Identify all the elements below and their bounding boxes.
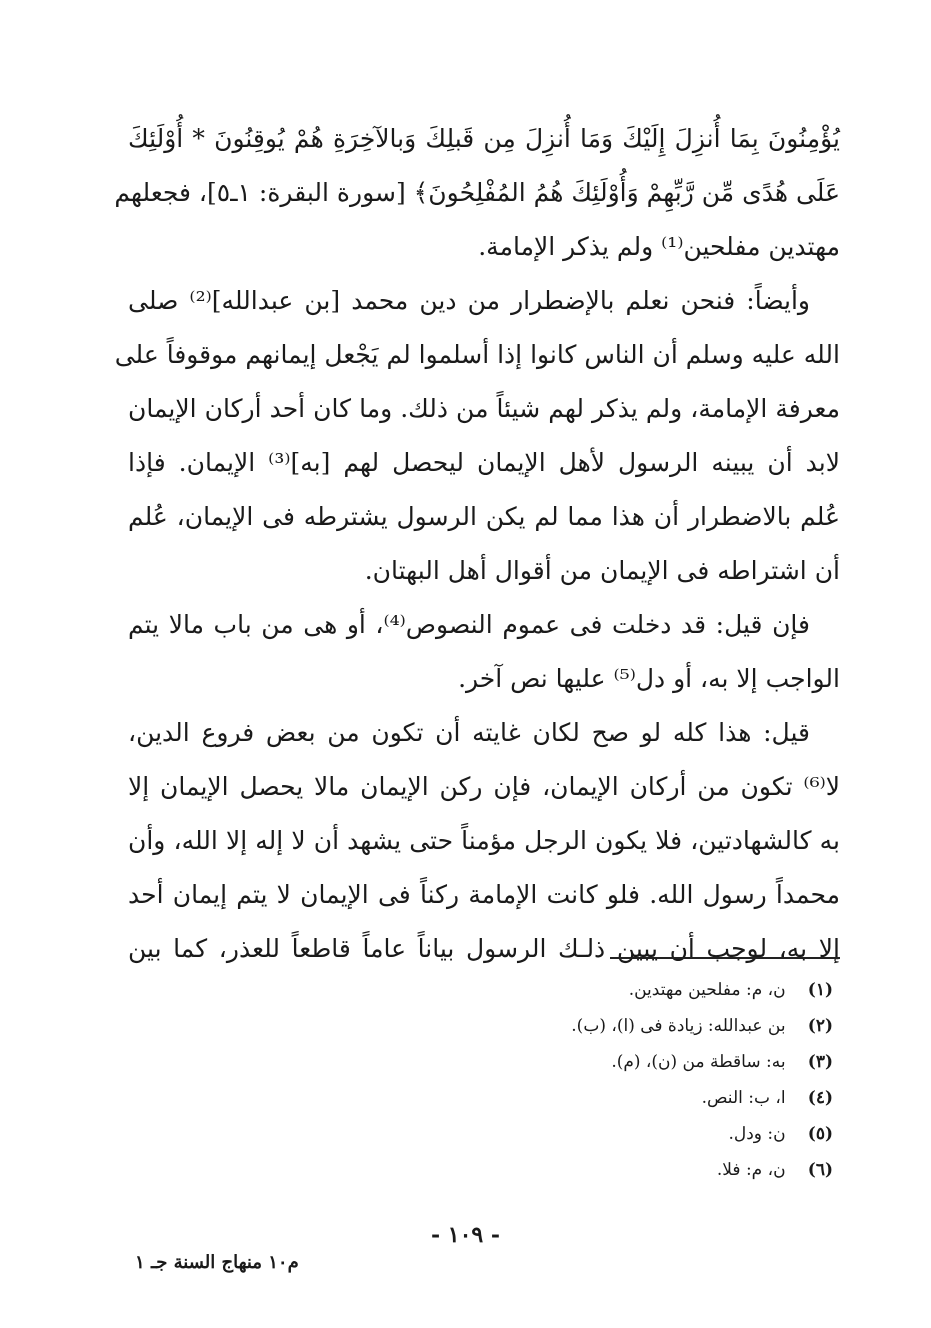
footnote xyxy=(333,1152,833,1188)
text-line: لا⁽⁶⁾ تكون من أركان الإيمان، فإن ركن الإيمان مالا يحصل الإيمان إلا xyxy=(128,772,840,801)
text-line: محمداً رسول الله. فلو كانت الإمامة ركناً فى الإيمان لا يتم إيمان أحد xyxy=(128,880,840,909)
footnote xyxy=(333,1116,833,1152)
footnote-text: بن عبدالله: زيادة فى (ا)، (ب). xyxy=(571,1016,786,1036)
footnote xyxy=(333,1080,833,1116)
text-line: أن اشتراطه فى الإيمان من أقوال أهل البهتان. xyxy=(364,556,840,585)
text-line: إلا به، لوجب أن يبين ذلـك الرسول بياناً عاماً قاطعاً للعذر، كما بين xyxy=(128,934,840,963)
page-number: - ١٠٩ - xyxy=(430,1222,501,1248)
printer-signature: م١٠ منهاج السنة جـ ١ xyxy=(135,1252,299,1273)
footnote xyxy=(333,1044,833,1080)
footnote-text: ن، م: فلا. xyxy=(716,1160,786,1180)
main-text xyxy=(114,112,841,976)
text-line: فإن قيل: قد دخلت فى عموم النصوص⁽⁴⁾، أو هى من باب مالا يتم xyxy=(128,610,810,639)
footnote xyxy=(333,972,833,1008)
footnote-number: (٤) xyxy=(807,1088,833,1108)
text-line: يُؤْمِنُونَ بِمَا أُنزِلَ إِلَيْكَ وَمَا أُنزِلَ مِن قَبلِكَ وَبالآخِرَةِ هُمْ يُوقِنُونَ * أُوْلَئِكَ xyxy=(128,124,840,153)
footnote-divider xyxy=(610,957,840,959)
footnote-number: (٦) xyxy=(807,1160,833,1180)
text-line: به كالشهادتين، فلا يكون الرجل مؤمناً حتى يشهد أن لا إله إلا الله، وأن xyxy=(128,826,840,855)
footnote-text: ن: ودل. xyxy=(728,1124,786,1144)
text-line: مهتدين مفلحين⁽¹⁾ ولم يذكر الإمامة. xyxy=(478,232,840,261)
footnote-number: (١) xyxy=(807,980,833,1000)
footnote xyxy=(333,1008,833,1044)
text-line: معرفة الإمامة، ولم يذكر لهم شيئاً من ذلك. وما كان أحد أركان الإيمان xyxy=(128,394,840,423)
footnote-text: ا، ب: النص. xyxy=(701,1088,786,1108)
text-line: الواجب إلا به، أو دل⁽⁵⁾ عليها نص آخر. xyxy=(458,664,840,693)
text-line: الله عليه وسلم أن الناس كانوا إذا أسلموا لم يَجْعل إيمانهم موقوفاً على xyxy=(114,340,840,369)
text-line: قيل: هذا كله لو صح لكان غايته أن تكون من بعض فروع الدين، xyxy=(128,718,810,747)
footnote-number: (٥) xyxy=(807,1124,833,1144)
text-line: عَلَى هُدًى مِّن رَّبِّهِمْ وَأُوْلَئِكَ هُمُ المُفْلِحُونَ﴾ [سورة البقرة: ١ـ٥]، فجعلهم xyxy=(114,178,840,207)
footnote-number: (٢) xyxy=(807,1016,833,1036)
text-line: عُلم بالاضطرار أن هذا مما لم يكن الرسول يشترطه فى الإيمان، عُلم xyxy=(128,502,840,531)
text-line: لابد أن يبينه الرسول لأهل الإيمان ليحصل لهم [به]⁽³⁾ الإيمان. فإذا xyxy=(128,448,841,477)
footnotes xyxy=(333,972,833,1188)
text-line: وأيضاً: فنحن نعلم بالإضطرار من دين محمد [بن عبدالله]⁽²⁾ صلى xyxy=(128,286,810,315)
footnote-number: (٣) xyxy=(807,1052,833,1072)
footnote-text: ن، م: مفلحين مهتدين. xyxy=(628,980,786,1000)
footnote-text: به: ساقطة من (ن)، (م). xyxy=(611,1052,786,1072)
